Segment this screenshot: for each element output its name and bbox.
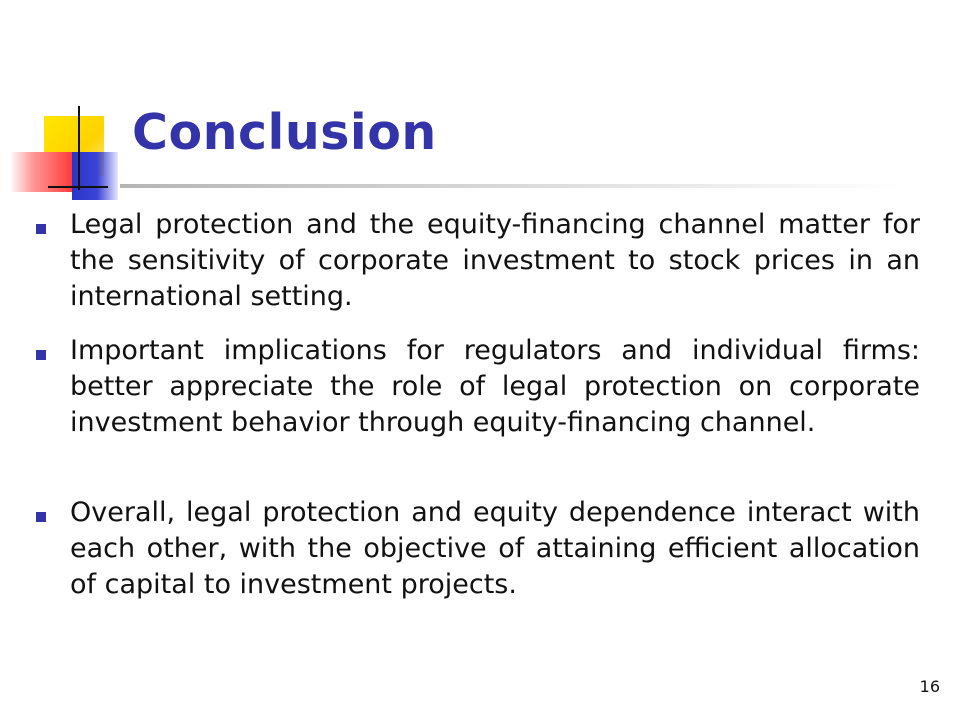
bullet-marker bbox=[36, 512, 46, 522]
slide-title: Conclusion bbox=[132, 104, 437, 161]
bullet-marker bbox=[36, 224, 46, 234]
bullet-item-2: Important implications for regulators and individual firms: better appreciate the role of legal protection on corporate investment behavior through equity-financing channel. bbox=[70, 335, 920, 438]
bullet-item-1: Legal protection and the equity-financing channel matter for the sensitivity of corporate investment to stock prices in an international setting. bbox=[70, 209, 920, 312]
decorative-logo bbox=[0, 0, 160, 200]
logo-horizontal-line bbox=[48, 186, 108, 188]
logo-vertical-line bbox=[78, 106, 80, 190]
page-number: 16 bbox=[919, 677, 940, 696]
title-underline bbox=[120, 184, 900, 188]
bullet-item-3: Overall, legal protection and equity dependence interact with each other, with the objective of attaining efficient allocation of capital to investment projects. bbox=[70, 497, 920, 600]
bullet-marker bbox=[36, 350, 46, 360]
